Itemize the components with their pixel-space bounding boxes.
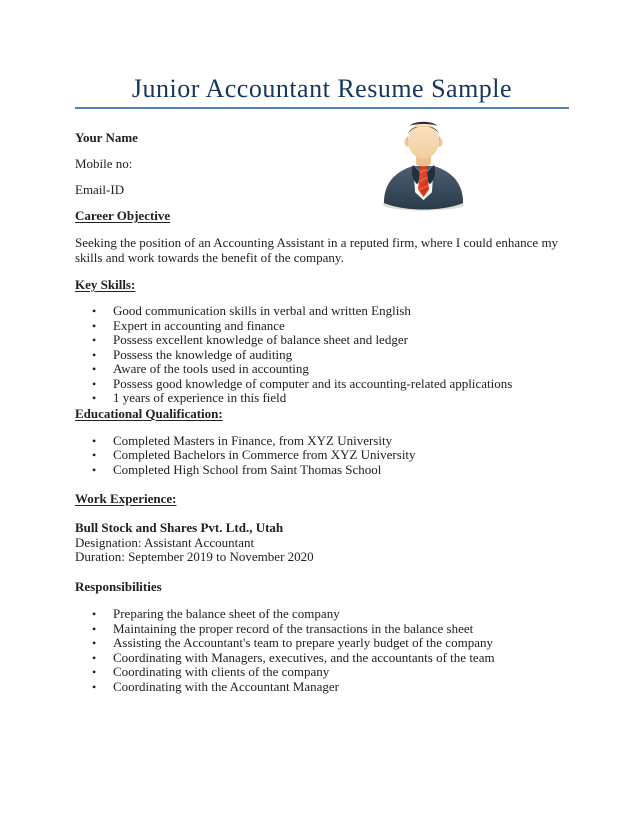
list-item: • Possess good knowledge of computer and its accounting-related applications — [75, 377, 569, 392]
list-item: • Aware of the tools used in accounting — [75, 362, 569, 377]
contact-name: Your Name — [75, 130, 138, 145]
list-item: • Coordinating with Managers, executives, and the accountants of the team — [75, 651, 569, 666]
key-skills-list — [75, 304, 569, 406]
list-item: • Assisting the Accountant's team to prepare yearly budget of the company — [75, 636, 569, 651]
contact-mobile: Mobile no: — [75, 156, 133, 171]
responsibilities-heading: Responsibilities — [75, 578, 162, 594]
page-title: Junior Accountant Resume Sample — [75, 74, 569, 109]
education-list — [75, 434, 569, 478]
list-item: • 1 years of experience in this field — [75, 391, 569, 406]
list-item: • Maintaining the proper record of the transactions in the balance sheet — [75, 622, 569, 637]
list-item: • Expert in accounting and finance — [75, 319, 569, 334]
section-heading-work-experience: Work Experience: — [75, 491, 177, 506]
list-item: • Coordinating with clients of the company — [75, 665, 569, 680]
list-item: • Possess the knowledge of auditing — [75, 348, 569, 363]
list-item: • Completed Masters in Finance, from XYZ University — [75, 434, 569, 449]
list-item: • Coordinating with the Accountant Manager — [75, 680, 569, 695]
businessman-avatar-icon — [372, 114, 475, 213]
career-objective-text: Seeking the position of an Accounting Assistant in a reputed firm, where I could enhance my skills and work towards the benefit of the company. — [75, 235, 559, 265]
section-heading-career-objective: Career Objective — [75, 208, 171, 223]
list-item: • Preparing the balance sheet of the company — [75, 607, 569, 622]
list-item: • Possess excellent knowledge of balance sheet and ledger — [75, 333, 569, 348]
duration-line: Duration: September 2019 to November 2020 — [75, 549, 314, 564]
designation-line: Designation: Assistant Accountant — [75, 534, 255, 550]
contact-email: Email-ID — [75, 182, 125, 197]
company-name: Bull Stock and Shares Pvt. Ltd., Utah — [75, 520, 284, 535]
list-item: • Completed High School from Saint Thomas School — [75, 463, 569, 478]
section-heading-key-skills: Key Skills: — [75, 277, 136, 292]
responsibilities-list — [75, 607, 569, 694]
list-item: • Good communication skills in verbal and written English — [75, 304, 569, 319]
section-heading-education: Educational Qualification: — [75, 405, 223, 421]
list-item: • Completed Bachelors in Commerce from XYZ University — [75, 448, 569, 463]
